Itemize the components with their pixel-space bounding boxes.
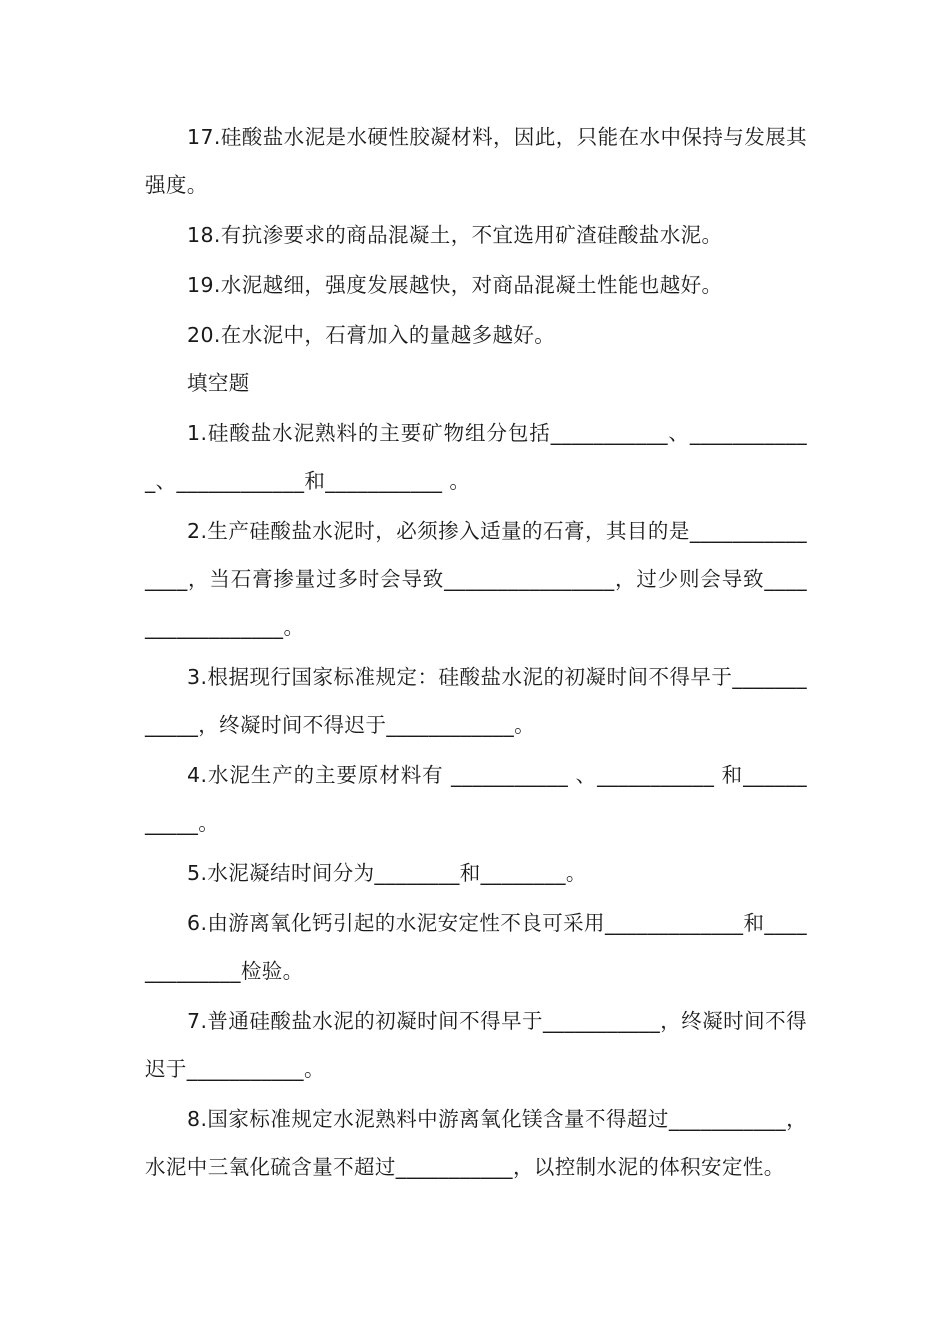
- fill-item-7: 7.普通硅酸盐水泥的初凝时间不得早于___________，终凝时间不得迟于___________。: [145, 1009, 807, 1081]
- judgement-item-20: 20.在水泥中，石膏加入的量越多越好。: [187, 323, 556, 347]
- fill-item-5: 5.水泥凝结时间分为________和________。: [187, 861, 587, 885]
- fill-item-1: 1.硅酸盐水泥熟料的主要矿物组分包括___________、____________、____________和___________ 。: [145, 421, 807, 493]
- fill-item-4: 4.水泥生产的主要原材料有 ___________ 、___________ 和___________。: [145, 763, 807, 835]
- judgement-item-17: 17.硅酸盐水泥是水硬性胶凝材料，因此，只能在水中保持与发展其强度。: [145, 125, 807, 197]
- fill-item-2: 2.生产硅酸盐水泥时，必须掺入适量的石膏，其目的是_______________，当石膏掺量过多时会导致________________，过少则会导致_________________。: [145, 519, 807, 639]
- judgement-item-19: 19.水泥越细，强度发展越快，对商品混凝土性能也越好。: [187, 273, 723, 297]
- judgement-item-18: 18.有抗渗要求的商品混凝土，不宜选用矿渣硅酸盐水泥。: [187, 223, 723, 247]
- section-heading-fill-blank: 填空题: [187, 371, 250, 395]
- document-body: [145, 113, 807, 1191]
- fill-item-3: 3.根据现行国家标准规定：硅酸盐水泥的初凝时间不得早于____________，终凝时间不得迟于____________。: [145, 665, 807, 737]
- fill-item-6: 6.由游离氧化钙引起的水泥安定性不良可采用_____________和_____________检验。: [145, 911, 807, 983]
- fill-item-8: 8.国家标准规定水泥熟料中游离氧化镁含量不得超过___________，水泥中三氧化硫含量不超过___________，以控制水泥的体积安定性。: [145, 1107, 807, 1179]
